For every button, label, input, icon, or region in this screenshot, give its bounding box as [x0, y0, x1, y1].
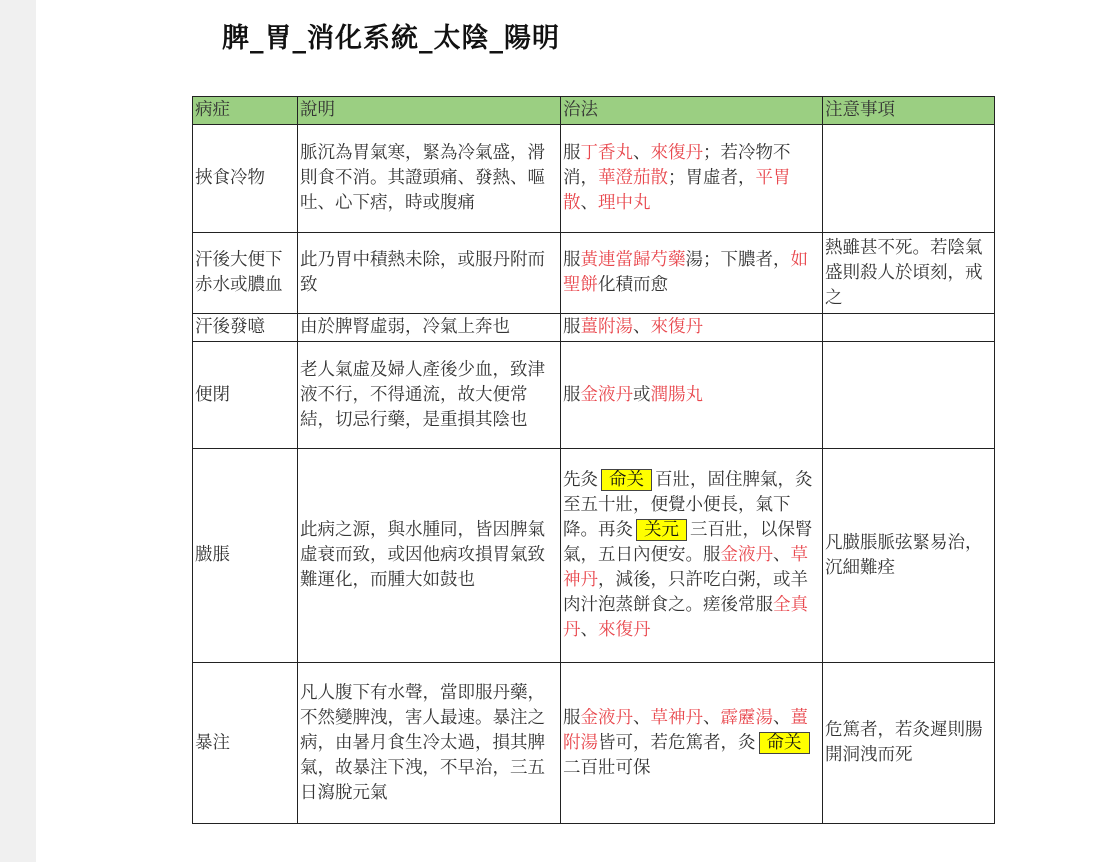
condition-cell: 暴注 [193, 663, 298, 824]
remedy-name: 華澄茄散 [598, 168, 668, 188]
treatment-text: 百壯，固住脾氣，灸至五十壯，便覺小便長，氣下降。再灸 [563, 470, 813, 540]
treatment-text: 、 [633, 143, 651, 163]
table-row [193, 342, 995, 449]
notes-cell [823, 314, 995, 342]
treatment-text: ；胃虛者， [668, 168, 756, 188]
condition-cell: 便閉 [193, 342, 298, 449]
treatment-text: ；若冷物不消， [563, 143, 791, 188]
remedy-name: 黃連當歸芍藥 [580, 250, 686, 270]
table-row [193, 125, 995, 233]
notes-cell [823, 125, 995, 233]
remedy-name: 金液丹 [720, 545, 773, 565]
table-row [193, 663, 995, 824]
treatment-text: 、 [580, 620, 598, 640]
treatment-text: 服 [563, 384, 581, 405]
acupoint-highlight: 命关 [601, 469, 652, 491]
treatment-cell [561, 233, 823, 314]
remedy-name: 金液丹 [580, 384, 633, 405]
treatment-text: 服 [563, 250, 581, 270]
notes-cell [823, 342, 995, 449]
remedy-name: 薑附湯 [580, 317, 633, 337]
treatment-text: 服 [563, 143, 581, 163]
notes-cell: 危篤者，若灸遲則腸開洞洩而死 [823, 663, 995, 824]
treatment-cell [561, 125, 823, 233]
treatment-text: ，減後，只許吃白粥，或羊肉汁泡蒸餅食之。瘥後常服 [563, 570, 808, 615]
remedy-name: 薑附湯 [563, 707, 808, 753]
explanation-cell: 老人氣虛及婦人產後少血，致津液不行，不得通流，故大便常結，切忌行藥，是重損其陰也 [298, 342, 561, 449]
treatment-cell [561, 342, 823, 449]
remedy-name: 金液丹 [580, 707, 633, 728]
acupoint-highlight: 关元 [636, 519, 687, 541]
acupoint-highlight: 命关 [759, 732, 810, 754]
header-treatment: 治法 [561, 97, 823, 125]
remedy-name: 來復丹 [650, 317, 703, 337]
explanation-cell: 脈沉為胃氣寒，緊為冷氣盛，滑則食不消。其證頭痛、發熱、嘔吐、心下痞，時或腹痛 [298, 125, 561, 233]
explanation-cell: 由於脾腎虛弱，冷氣上奔也 [298, 314, 561, 342]
treatment-text: 先灸 [563, 470, 598, 490]
remedy-name: 潤腸丸 [650, 384, 703, 405]
condition-cell: 汗後大便下赤水或膿血 [193, 233, 298, 314]
treatment-text: 、 [773, 545, 791, 565]
remedy-name: 全真丹 [563, 595, 808, 640]
table-row [193, 314, 995, 342]
notes-cell: 熱雖甚不死。若陰氣盛則殺人於頃刻，戒之 [823, 233, 995, 314]
remedy-name: 霹靂湯 [720, 707, 773, 728]
treatment-text: 、 [703, 707, 721, 728]
treatment-text: 三百壯，以保腎氣，五日內便安。服 [563, 520, 813, 565]
explanation-cell: 此乃胃中積熱未除，或服丹附而致 [298, 233, 561, 314]
treatment-text: 服 [563, 707, 581, 728]
remedy-name: 來復丹 [650, 143, 703, 163]
treatment-text: 服 [563, 317, 581, 337]
table-row [193, 449, 995, 663]
remedy-name: 草神丹 [650, 707, 703, 728]
treatment-text: 化積而愈 [598, 275, 668, 295]
remedy-name: 來復丹 [598, 620, 651, 640]
treatment-cell [561, 663, 823, 824]
page-title: 脾_胃_消化系統_太陰_陽明 [222, 23, 560, 54]
table-header-row [193, 97, 995, 125]
header-notes: 注意事項 [823, 97, 995, 125]
explanation-cell: 此病之源，與水腫同，皆因脾氣虛衰而致，或因他病攻損胃氣致難運化，而腫大如鼓也 [298, 449, 561, 663]
treatment-cell [561, 314, 823, 342]
remedy-name: 理中丸 [598, 193, 651, 213]
treatment-text: 二百壯可保 [563, 757, 651, 778]
notes-cell: 凡臌脹脈弦緊易治，沉細難痊 [823, 449, 995, 663]
condition-cell: 挾食冷物 [193, 125, 298, 233]
treatment-text: 湯；下膿者， [685, 250, 791, 270]
treatment-text: 、 [773, 707, 791, 728]
treatment-text: 或 [633, 384, 651, 405]
remedy-name: 草神丹 [563, 545, 808, 590]
treatment-table [192, 96, 995, 824]
condition-cell: 汗後發噫 [193, 314, 298, 342]
left-gutter [0, 0, 36, 862]
remedy-name: 如聖餅 [563, 250, 808, 295]
treatment-text: 皆可，若危篤者，灸 [598, 732, 756, 753]
treatment-text: 、 [633, 707, 651, 728]
header-condition: 病症 [193, 97, 298, 125]
treatment-text: 、 [580, 193, 598, 213]
treatment-text: 、 [633, 317, 651, 337]
treatment-cell [561, 449, 823, 663]
remedy-name: 丁香丸 [580, 143, 633, 163]
table-row [193, 233, 995, 314]
condition-cell: 臌脹 [193, 449, 298, 663]
remedy-name: 平胃散 [563, 168, 791, 213]
header-explanation: 說明 [298, 97, 561, 125]
explanation-cell: 凡人腹下有水聲，當即服丹藥，不然變脾洩，害人最速。暴注之病，由暑月食生冷太過，損其脾氣，故暴注下洩，不早治，三五日瀉脫元氣 [298, 663, 561, 824]
